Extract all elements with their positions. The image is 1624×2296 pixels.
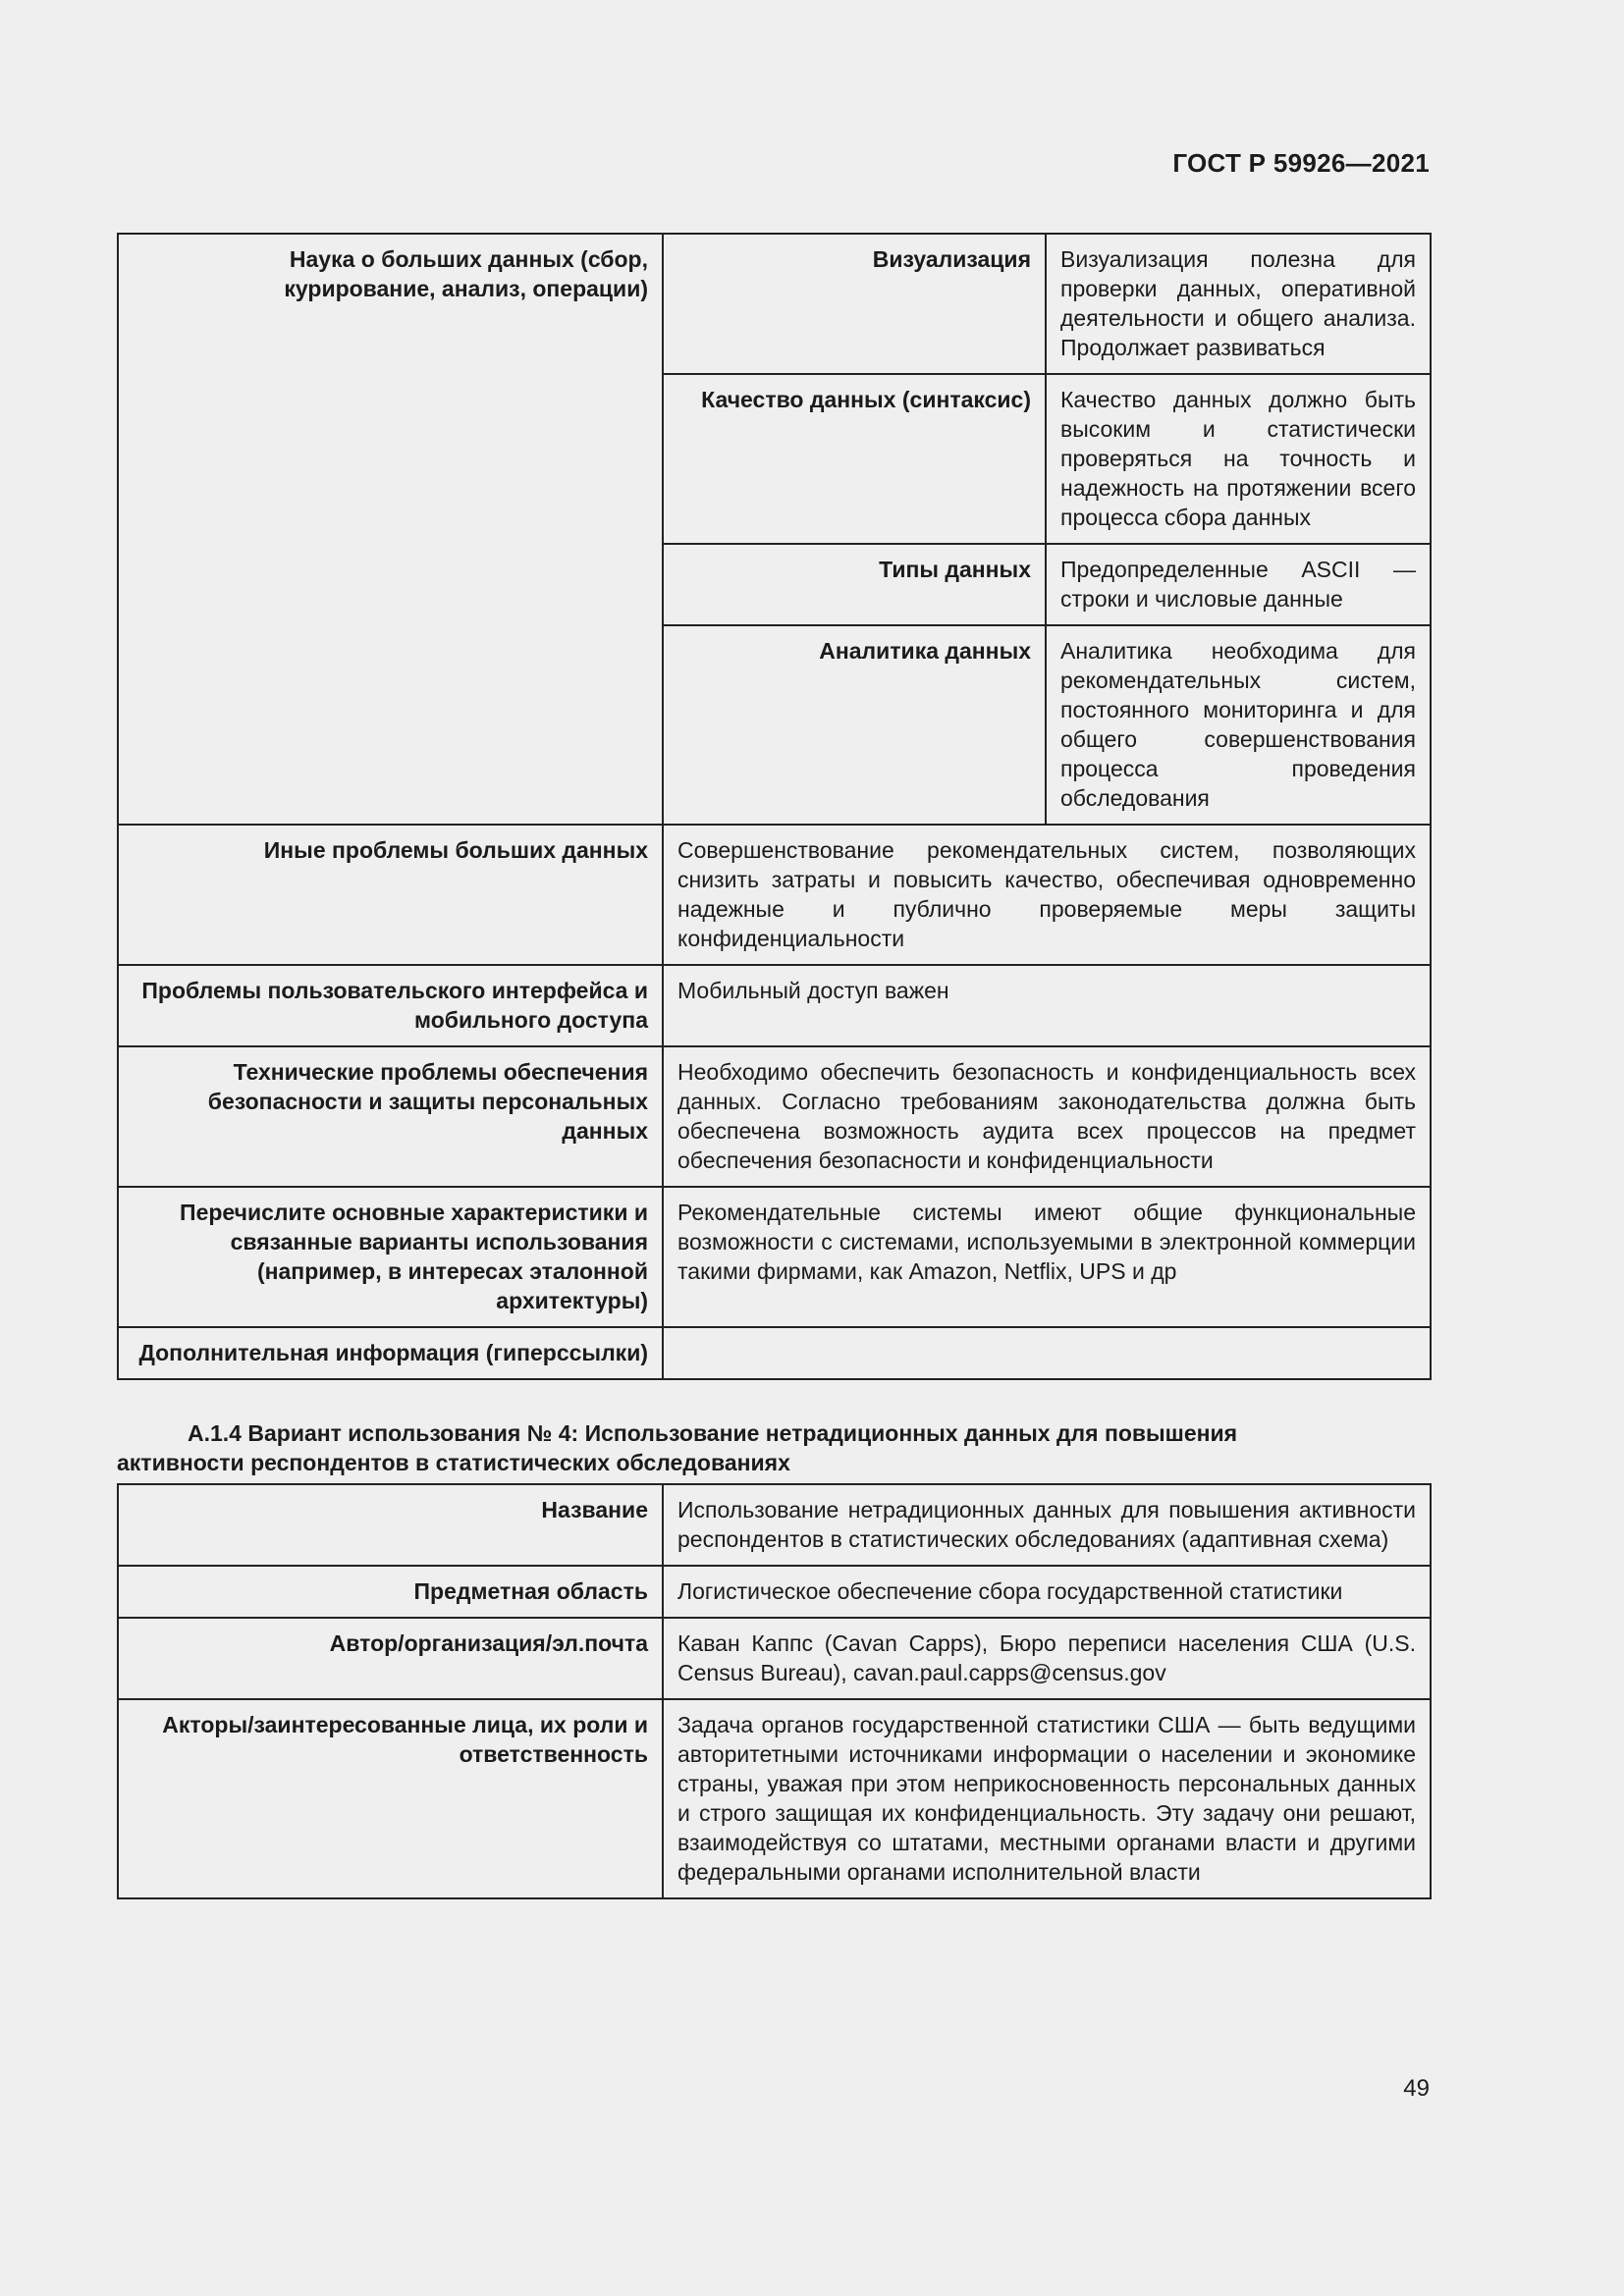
use-case-table-continued (117, 233, 1432, 1380)
use-case-4-table (117, 1483, 1432, 1899)
sub-row-value: Визуализация полезна для проверки данных, оперативной деятельности и общего анализа. Продолжает развиваться (1046, 234, 1431, 374)
sub-row-label: Качество данных (синтаксис) (663, 374, 1046, 544)
sub-row-value: Предопределенные ASCII — строки и числовые данные (1046, 544, 1431, 625)
row-label: Предметная область (118, 1566, 663, 1618)
row-label: Название (118, 1484, 663, 1566)
row-value: Логистическое обеспечение сбора государственной статистики (663, 1566, 1431, 1618)
section-heading-line: активности респондентов в статистических обследованиях (117, 1450, 790, 1475)
row-value: Мобильный доступ важен (663, 965, 1431, 1046)
row-value: Задача органов государственной статистики США — быть ведущими авторитетными источниками информации о населении и экономике страны, уважая при этом неприкосновенность персональных данных и строго защищая их конфиденциальность. Эту задачу они решают, взаимодействуя со штатами, местными органами власти и другими федеральными органами исполнительной власти (663, 1699, 1431, 1898)
row-value: Совершенствование рекомендательных систем, позволяющих снизить затраты и повысить качество, обеспечивая одновременно надежные и публично проверяемые меры защиты конфиденциальности (663, 825, 1431, 965)
table-row (118, 234, 1431, 374)
row-label: Дополнительная информация (гиперссылки) (118, 1327, 663, 1379)
table-row (118, 1187, 1431, 1327)
sub-row-label: Визуализация (663, 234, 1046, 374)
row-value: Использование нетрадиционных данных для повышения активности респондентов в статистических обследованиях (адаптивная схема) (663, 1484, 1431, 1566)
section-heading (117, 1418, 1430, 1477)
row-label: Перечислите основные характеристики и связанные варианты использования (например, в интересах эталонной архитектуры) (118, 1187, 663, 1327)
sub-row-label: Типы данных (663, 544, 1046, 625)
section-heading-line: А.1.4 Вариант использования № 4: Использование нетрадиционных данных для повышения (188, 1420, 1238, 1446)
table-row (118, 1618, 1431, 1699)
row-label: Технические проблемы обеспечения безопасности и защиты персональных данных (118, 1046, 663, 1187)
row-label: Проблемы пользовательского интерфейса и мобильного доступа (118, 965, 663, 1046)
table-row (118, 1046, 1431, 1187)
table-row (118, 1327, 1431, 1379)
table-row (118, 965, 1431, 1046)
sub-row-label: Аналитика данных (663, 625, 1046, 825)
row-label: Акторы/заинтересованные лица, их роли и ответственность (118, 1699, 663, 1898)
row-value: Каван Каппс (Cavan Capps), Бюро переписи населения США (U.S. Census Bureau), cavan.paul.capps@census.gov (663, 1618, 1431, 1699)
row-value: Необходимо обеспечить безопасность и конфиденциальность всех данных. Согласно требованиям законодательства должна быть обеспечена возможность аудита всех процессов на предмет обеспечения безопасности и конфиденциальности (663, 1046, 1431, 1187)
row-label: Иные проблемы больших данных (118, 825, 663, 965)
page-number: 49 (1403, 2075, 1430, 2102)
table-row (118, 825, 1431, 965)
table-row (118, 1484, 1431, 1566)
row-value (663, 1327, 1431, 1379)
document-id: ГОСТ Р 59926—2021 (1172, 148, 1430, 178)
row-label: Наука о больших данных (сбор, курирование, анализ, операции) (118, 234, 663, 825)
row-value: Рекомендательные системы имеют общие функциональные возможности с системами, используемыми в электронной коммерции такими фирмами, как Amazon, Netflix, UPS и др (663, 1187, 1431, 1327)
table-row (118, 1699, 1431, 1898)
sub-row-value: Качество данных должно быть высоким и статистически проверяться на точность и надежность на протяжении всего процесса сбора данных (1046, 374, 1431, 544)
row-label: Автор/организация/эл.почта (118, 1618, 663, 1699)
sub-row-value: Аналитика необходима для рекомендательных систем, постоянного мониторинга и для общего совершенствования процесса проведения обследования (1046, 625, 1431, 825)
table-row (118, 1566, 1431, 1618)
